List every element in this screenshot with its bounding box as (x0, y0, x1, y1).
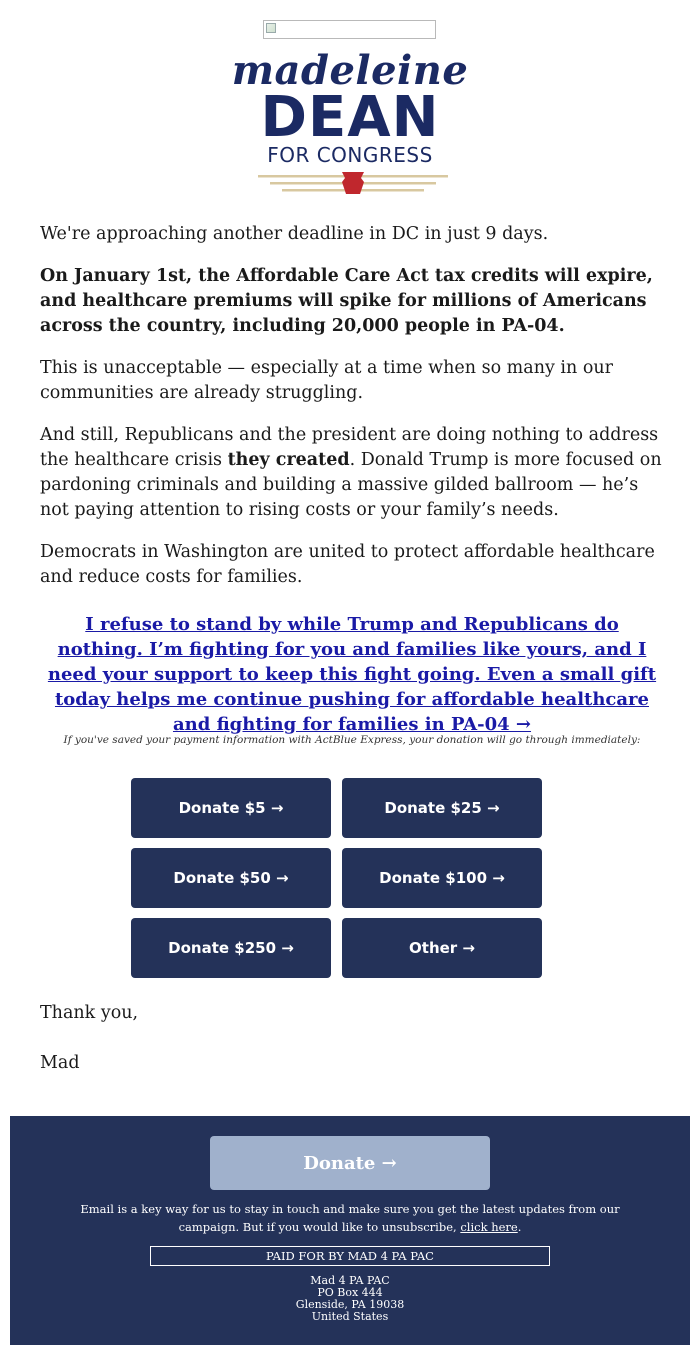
logo-subtitle: FOR CONGRESS (267, 143, 433, 167)
paragraph-deadline: We're approaching another deadline in DC in just 9 days. (40, 224, 549, 244)
paid-for-disclaimer: PAID FOR BY MAD 4 PA PAC (150, 1246, 550, 1266)
donate-100-button[interactable]: Donate $100 → (342, 848, 542, 908)
p4-text-after: . Donald Trump is more focused on pardoning criminals and building a massive gilded ballroom — he’s not paying attention to rising costs or your family’s needs. (40, 450, 662, 520)
mailing-address (210, 1275, 490, 1323)
donate-25-button[interactable]: Donate $25 → (342, 778, 542, 838)
unsubscribe-notice (50, 1200, 650, 1236)
email-footer (10, 1116, 690, 1345)
paragraph-democrats: Democrats in Washington are united to protect affordable healthcare and reduce costs for families. (40, 542, 655, 587)
paragraph-unacceptable: This is unacceptable — especially at a time when so many in our communities are already struggling. (40, 358, 614, 403)
email-body (40, 222, 664, 607)
actblue-express-note: If you've saved your payment information with ActBlue Express, your donation will go through immediately: (63, 734, 641, 746)
email-notice-end: . (517, 1220, 522, 1234)
email-notice-text: Email is a key way for us to stay in touch and make sure you get the latest updates from our campaign. But if you would like to unsubscribe, (80, 1202, 620, 1234)
footer-donate-button[interactable]: Donate → (210, 1136, 490, 1190)
logo-surname: DEAN (260, 85, 440, 150)
donate-50-button[interactable]: Donate $50 → (131, 848, 331, 908)
paragraph-republicans (40, 423, 664, 523)
keystone-lines-icon (258, 172, 448, 196)
signoff-thanks: Thank you, (40, 1003, 139, 1023)
unsubscribe-link[interactable]: click here (460, 1220, 518, 1234)
logo-script-name: madeleine (231, 47, 469, 94)
header-image-placeholder (263, 20, 436, 39)
address-line: PO Box 444 (317, 1286, 383, 1299)
address-line: Mad 4 PA PAC (310, 1274, 390, 1287)
signoff-name: Mad (40, 1053, 80, 1073)
address-line: United States (311, 1310, 389, 1323)
donate-cta-link[interactable]: I refuse to stand by while Trump and Republicans do nothing. I’m fighting for you and families like yours, and I need your support to keep this fight going. Even a small gift today helps me continue pushing for affordable healthcare and fighting for families in PA-04 → (47, 614, 657, 735)
donate-5-button[interactable]: Donate $5 → (131, 778, 331, 838)
p4-text-before: And still, Republicans and the president are doing nothing to address the healthcare crisis (40, 425, 659, 470)
paragraph-aca-expire: On January 1st, the Affordable Care Act tax credits will expire, and healthcare premiums will spike for millions of Americans across the country, including 20,000 people in PA-04. (40, 266, 653, 336)
address-line: Glenside, PA 19038 (295, 1298, 405, 1311)
donate-other-button[interactable]: Other → (342, 918, 542, 978)
donate-250-button[interactable]: Donate $250 → (131, 918, 331, 978)
p4-bold-text: they created (227, 450, 350, 470)
broken-image-icon (266, 23, 276, 33)
campaign-logo (0, 47, 700, 167)
